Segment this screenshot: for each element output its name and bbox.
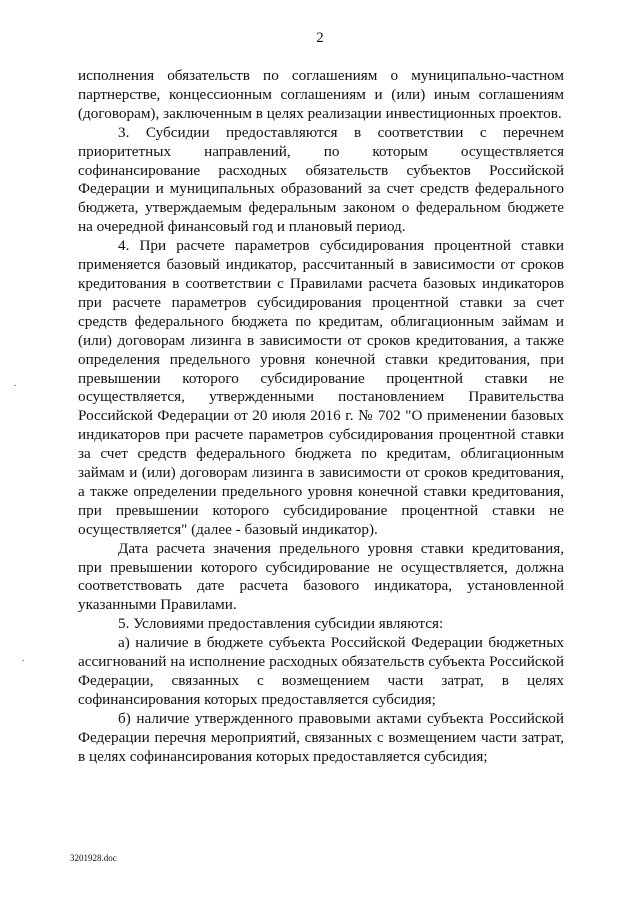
paragraph-item-4: 4. При расчете параметров субсидирования процентной ставки применяется базовый индикатор, рассчитанный в зависимости от сроков кредитования в соответствии с Правилами расчета базовых индикаторов при расчете параметров субсидирования процентной ставки за счет средств федерального бюджета по кредитам, облигационным займам и (или) договорам лизинга в зависимости от сроков кредитования, а также определения предельного уровня конечной ставки кредитования, при превышении которого субсидирование процентной ставки не осуществляется, утвержденными постановлением Правительства Российской Федерации от 20 июля 2016 г. № 702 "О применении базовых индикаторов при расчете параметров субсидирования процентной ставки за счет средств федерального бюджета по кредитам, облигационным займам и (или) договорам лизинга в зависимости от сроков кредитования, а также определении предельного уровня конечной ставки кредитования, при превышении которого субсидирование процентной ставки не осуществляется" (далее - базовый индикатор). <box>78 237 564 538</box>
scan-artifact <box>14 385 16 386</box>
document-filename: 3201928.doc <box>70 853 117 863</box>
paragraph-continuation: исполнения обязательств по соглашениям о муниципально-частном партнерстве, концессионным соглашениям и (или) иным соглашениям (договорам), заключенным в целях реализации инвестиционных проектов. <box>78 67 564 122</box>
paragraph-item-5: 5. Условиями предоставления субсидии являются: <box>118 615 444 633</box>
scan-artifact <box>22 660 24 661</box>
page-number: 2 <box>316 30 324 46</box>
paragraph-item-3: 3. Субсидии предоставляются в соответствии с перечнем приоритетных направлений, по которым осуществляется софинансирование расходных обязательств субъектов Российской Федерации и муниципальных образований за счет средств федерального бюджета, утверждаемым федеральным законом о федеральном бюджете на очередной финансовый год и плановый период. <box>78 123 564 236</box>
paragraph-subitem-a: а) наличие в бюджете субъекта Российской Федерации бюджетных ассигнований на исполнение расходных обязательств субъекта Российской Федерации, связанных с возмещением части затрат, в целях софинансирования которых предоставляется субсидия; <box>78 634 564 708</box>
document-body <box>78 67 564 767</box>
paragraph-subitem-b: б) наличие утвержденного правовыми актами субъекта Российской Федерации перечня мероприятий, связанных с возмещением части затрат, в целях софинансирования которых предоставляется субсидия; <box>78 709 564 765</box>
paragraph-calculation-date: Дата расчета значения предельного уровня ставки кредитования, при превышении которого субсидирование не осуществляется, должна соответствовать дате расчета базового индикатора, установленной указанными Правилами. <box>78 539 564 614</box>
